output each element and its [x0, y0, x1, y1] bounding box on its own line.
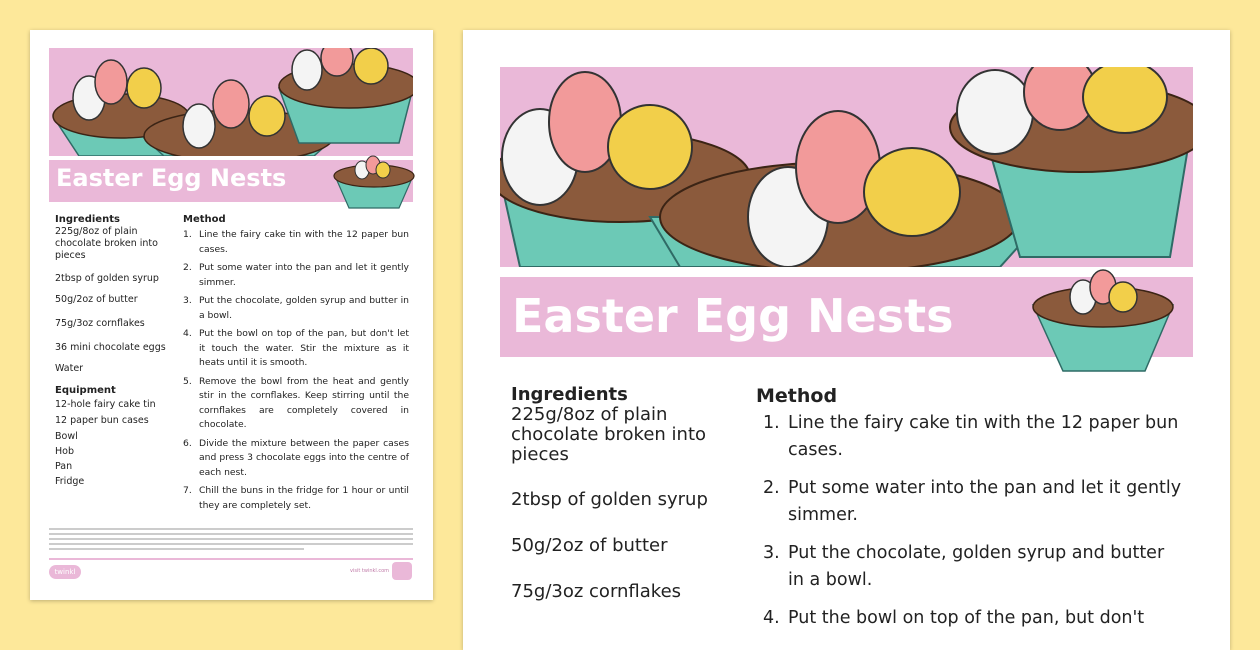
ingredient-line: 75g/3oz cornflakes: [511, 581, 682, 602]
method-step: 7. Chill the buns in the fridge for 1 hour or until they are completely set.: [183, 485, 409, 511]
method-step: 6. Divide the mixture between the paper cases and press 3 chocolate eggs into the centre of each nest.: [183, 437, 409, 478]
method-heading-large: Method: [756, 385, 838, 407]
ingredient-line: pieces: [511, 444, 569, 465]
easter-nests-illustration-large: [500, 67, 1193, 267]
ingredient-item: 75g/3oz cornflakes: [55, 318, 145, 329]
zoomed-sheet[interactable]: Easter Egg Nests Ingredients 225g/8oz of plain chocolate broken into pieces 2tbsp of golden syrup 50g/2oz of butter 75g/3oz cornflakes Method 1. Line the fairy cake tin with the 12 paper bun cases. 2. Put some water into the pan and let it gently simmer. 3. Put the chocolate, golden syrup and butter in a bowl. 4. Put the bowl on top of the pan, but don't: [463, 30, 1230, 650]
method-step: 1. Line the fairy cake tin with the 12 paper bun cases.: [183, 229, 409, 255]
recipe-title-large: Easter Egg Nests: [512, 289, 954, 343]
banner-image-large: [500, 67, 1193, 267]
method-step: 5. Remove the bowl from the heat and gently stir in the cornflakes. Keep stirring until the cornflakes are completely covered in chocolate.: [183, 375, 409, 430]
ingredient-item: 50g/2oz of butter: [55, 294, 138, 305]
ingredient-item: Water: [55, 363, 84, 374]
method-list: [183, 228, 409, 513]
thumbnail-sheet[interactable]: [30, 30, 433, 600]
title-bar-large: [500, 277, 1193, 357]
nest-icon-large: [1027, 267, 1177, 377]
equipment-item: 12 paper bun cases: [55, 415, 149, 426]
equipment-item: Fridge: [55, 476, 85, 487]
equipment-item: 12-hole fairy cake tin: [55, 399, 156, 410]
ingredient-item: 2tbsp of golden syrup: [55, 273, 159, 284]
footer-divider: [49, 558, 413, 560]
easter-nests-illustration: [49, 48, 413, 156]
twinkl-logo[interactable]: twinkl: [49, 565, 81, 579]
equipment-item: Pan: [55, 461, 73, 472]
method-step: 4. Put the bowl on top of the pan, but don't let it touch the water. Stir the mixture as it heats until it is smooth.: [183, 328, 409, 368]
footer-badge-icon: [392, 562, 412, 580]
ingredient-line: 50g/2oz of butter: [511, 535, 668, 556]
ingredient-line: chocolate broken into: [511, 424, 707, 445]
ingredient-line: 225g/8oz of plain: [511, 404, 668, 425]
equipment-heading: Equipment: [55, 385, 116, 396]
method-step: 2. Put some water into the pan and let it gently simmer.: [183, 262, 409, 288]
title-bar: [49, 160, 413, 202]
nest-icon: [329, 152, 419, 212]
method-heading: Method: [183, 214, 226, 225]
method-step: 3. Put the chocolate, golden syrup and butter in a bowl.: [183, 295, 409, 321]
ingredients-heading: Ingredients: [55, 214, 120, 225]
disclaimer-lines: [49, 528, 413, 550]
ingredient-item: 36 mini chocolate eggs: [55, 342, 166, 353]
ingredient-line: 2tbsp of golden syrup: [511, 489, 708, 510]
equipment-item: Bowl: [55, 431, 78, 442]
ingredient-item: 225g/8oz of plain chocolate broken into pieces: [55, 226, 158, 261]
nest-right: [279, 48, 413, 143]
banner-image: [49, 48, 413, 156]
ingredients-heading-large: Ingredients: [511, 384, 628, 405]
footer-url[interactable]: visit twinkl.com: [350, 568, 390, 574]
recipe-title: Easter Egg Nests: [56, 164, 287, 192]
equipment-item: Hob: [55, 446, 74, 457]
